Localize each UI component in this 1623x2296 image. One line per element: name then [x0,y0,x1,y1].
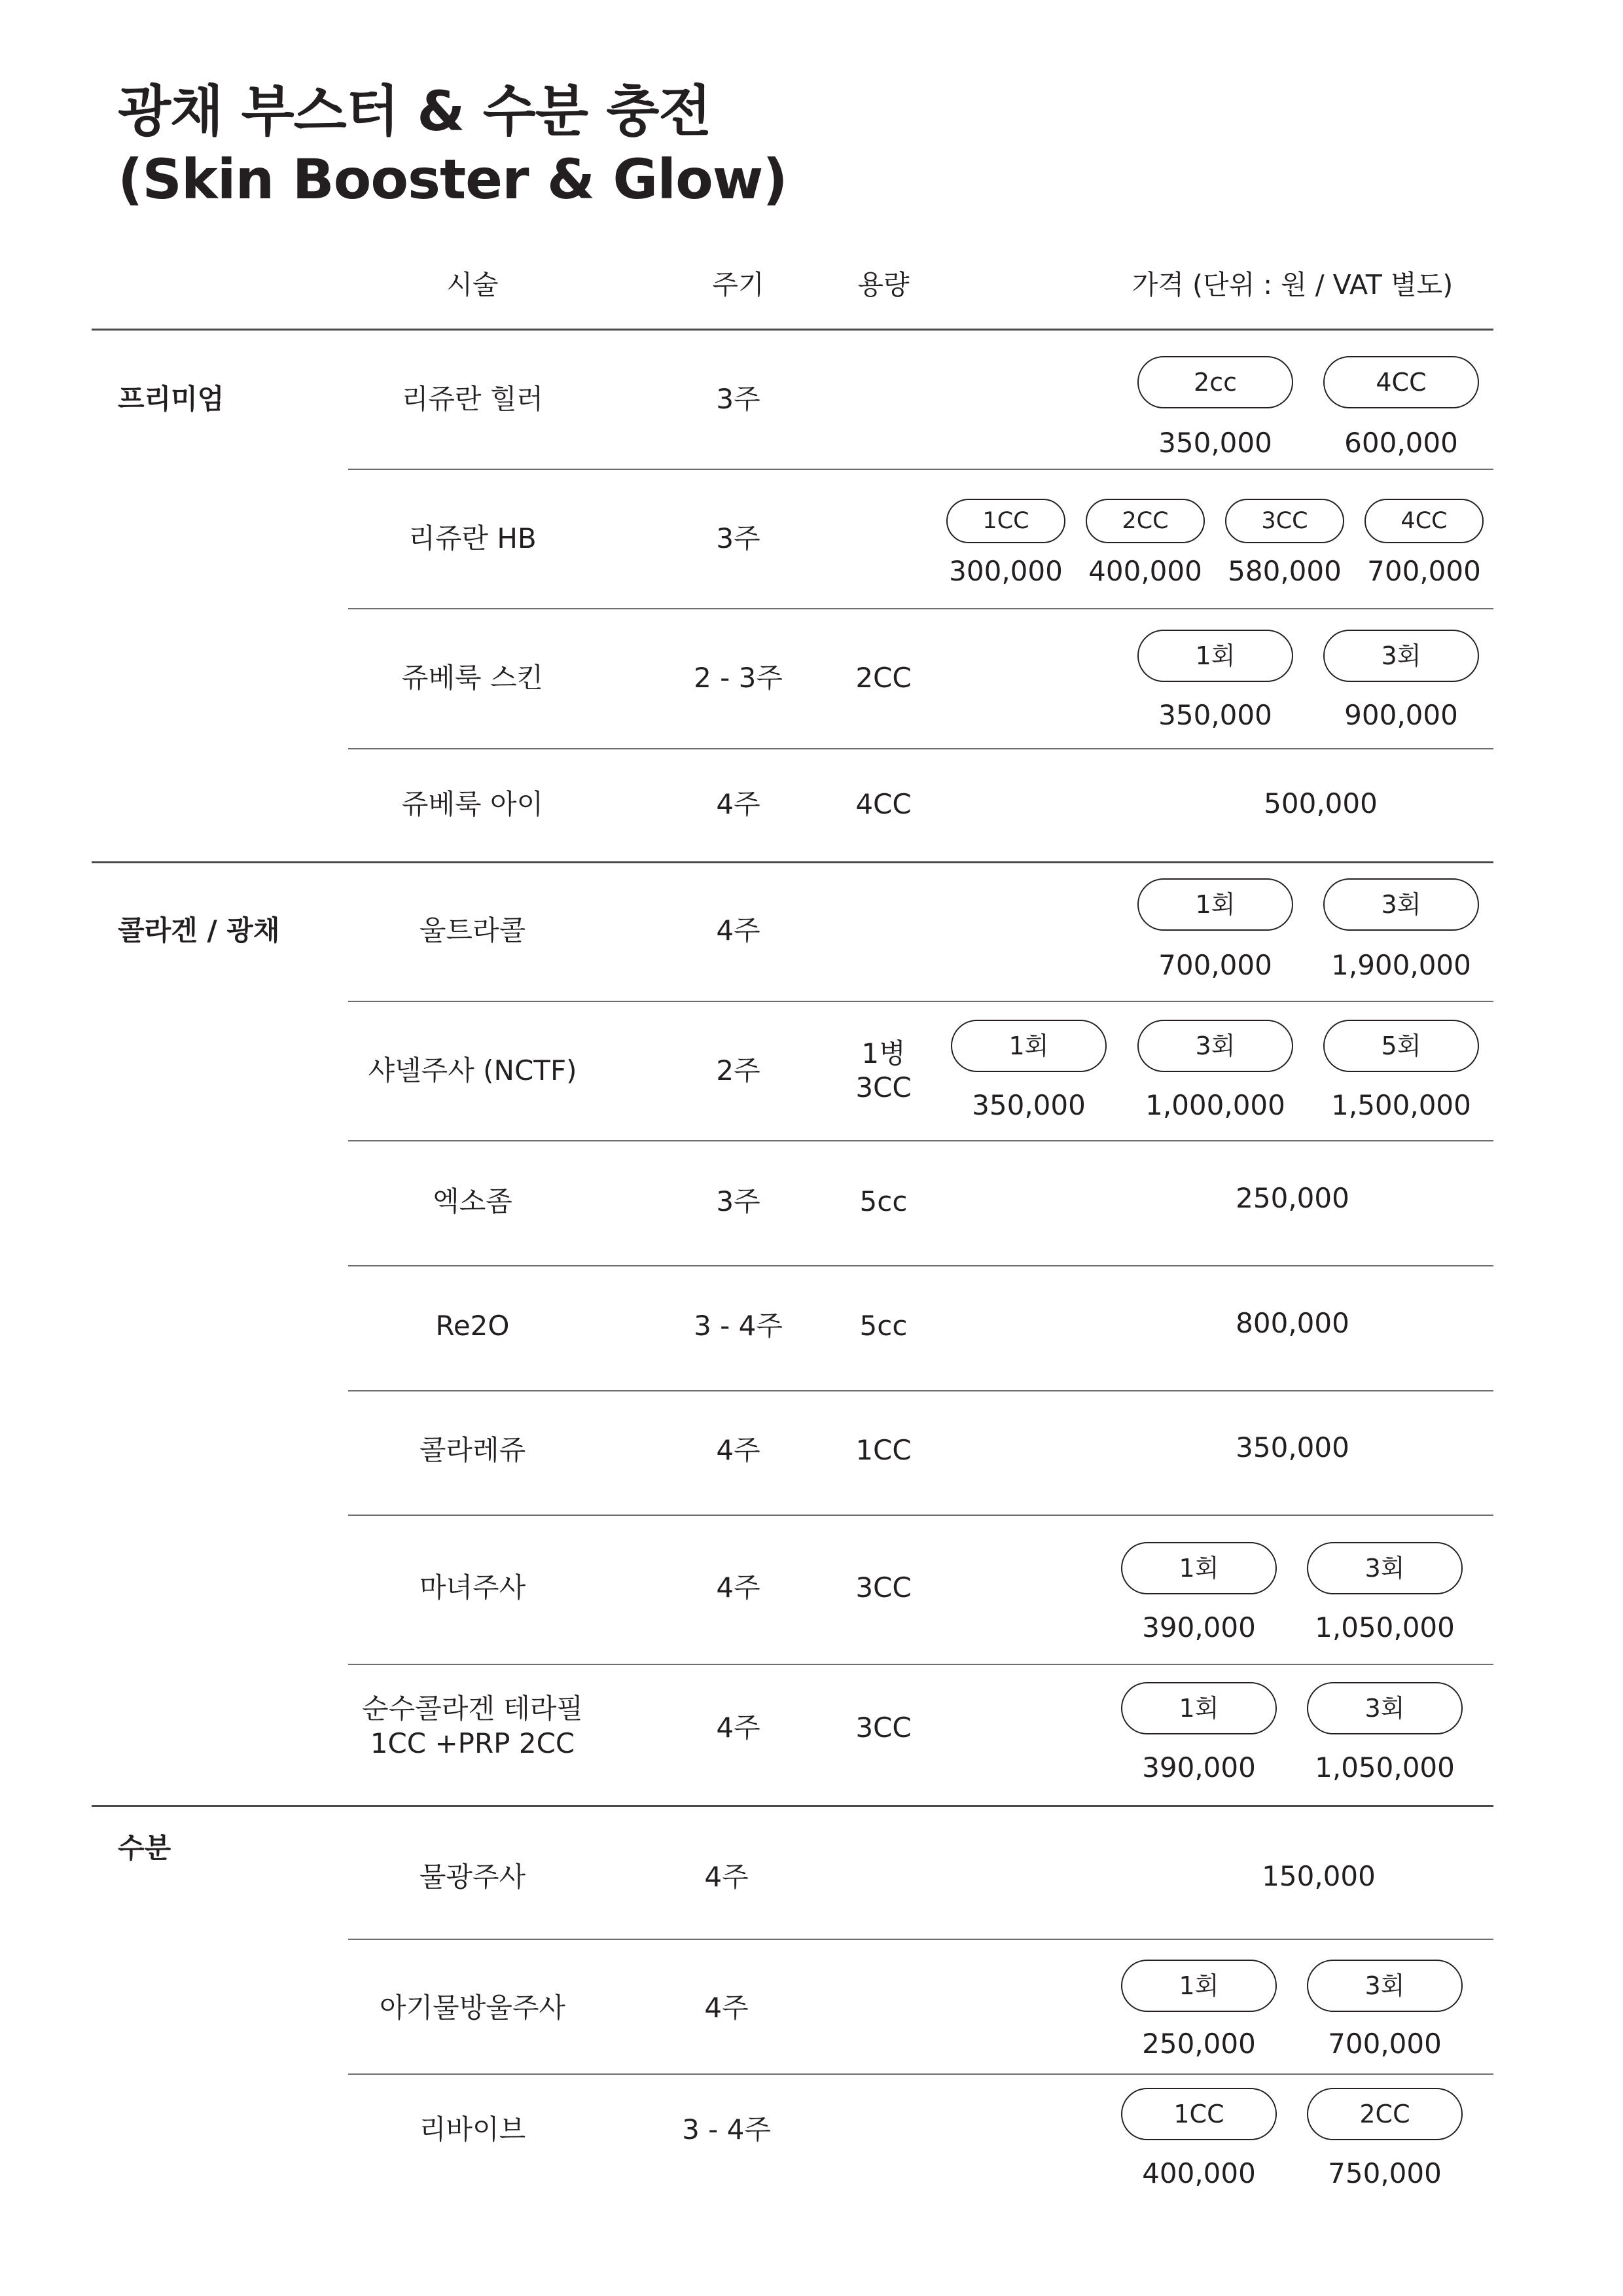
option-price: 700,000 [1158,949,1272,981]
option-price: 700,000 [1367,555,1481,587]
treatment-name: Re2O [435,1310,510,1342]
option-price: 390,000 [1142,1751,1256,1784]
row-divider [348,608,1493,609]
treatment-name: 울트라콜 [419,914,526,946]
treatment-cycle: 4주 [704,1861,749,1893]
option-price: 700,000 [1328,2028,1442,2060]
treatment-cycle: 4주 [716,788,760,820]
treatment-name: 마녀주사 [419,1571,526,1604]
option-pill: 3회 [1307,1542,1463,1594]
treatment-name: 콜라레쥬 [419,1434,526,1466]
category-premium: 프리미엄 [118,383,224,415]
option-price: 250,000 [1142,2028,1256,2060]
option-price: 350,000 [1158,699,1272,731]
category-hydration: 수분 [118,1832,171,1864]
single-price: 350,000 [1236,1431,1349,1463]
row-divider [348,2073,1493,2075]
option-pill: 1회 [1121,1960,1277,2012]
title-english: (Skin Booster & Glow) [118,147,787,212]
row-divider [348,469,1493,470]
option-pill: 3회 [1137,1020,1293,1072]
single-price: 500,000 [1264,787,1378,819]
option-price: 750,000 [1328,2157,1442,2189]
option-pill: 4CC [1323,356,1479,408]
option-pill: 1회 [1121,1682,1277,1734]
treatment-name: 리바이브 [419,2113,526,2145]
treatment-name: 아기물방울주사 [379,1992,566,2024]
option-pill: 3CC [1225,499,1344,543]
header-volume: 용량 [857,269,910,300]
row-divider [348,1939,1493,1940]
treatment-volume: 1병 [861,1037,906,1069]
row-divider [348,1140,1493,1141]
option-pill: 2CC [1086,499,1205,543]
treatment-volume: 1CC [855,1434,912,1466]
treatment-name: 순수콜라겐 테라필 [362,1693,583,1725]
treatment-cycle: 2주 [716,1054,760,1086]
treatment-name: 샤넬주사 (NCTF) [368,1054,577,1086]
option-pill: 1CC [946,499,1065,543]
option-price: 1,050,000 [1315,1611,1455,1643]
row-divider [348,1390,1493,1391]
single-price: 150,000 [1262,1860,1376,1892]
treatment-name-2: 1CC +PRP 2CC [370,1727,575,1759]
title-korean: 광채 부스터 & 수분 충전 [118,79,711,143]
option-pill: 1회 [1137,878,1293,931]
row-divider [348,748,1493,749]
treatment-cycle: 4주 [716,1434,760,1466]
option-price: 1,900,000 [1331,949,1471,981]
section-divider [92,861,1493,863]
treatment-cycle: 3 - 4주 [682,2113,771,2145]
single-price: 800,000 [1236,1307,1349,1339]
option-price: 1,000,000 [1145,1089,1285,1121]
treatment-volume: 4CC [855,788,912,820]
row-divider [348,1001,1493,1002]
option-price: 390,000 [1142,1611,1256,1643]
option-pill: 5회 [1323,1020,1479,1072]
option-price: 300,000 [949,555,1063,587]
header-price: 가격 (단위 : 원 / VAT 별도) [1132,269,1454,300]
treatment-volume: 2CC [855,662,912,694]
treatment-volume: 3CC [855,1712,912,1744]
option-pill: 3회 [1307,1960,1463,2012]
category-collagen: 콜라겐 / 광채 [118,914,280,946]
option-pill: 2cc [1137,356,1293,408]
treatment-name: 엑소좀 [433,1185,512,1217]
option-price: 900,000 [1344,699,1458,731]
option-pill: 2CC [1307,2088,1463,2140]
option-pill: 1회 [1137,630,1293,682]
option-price: 350,000 [1158,427,1272,459]
treatment-cycle: 3주 [716,1185,760,1217]
treatment-name: 물광주사 [419,1861,526,1893]
treatment-cycle: 2 - 3주 [694,662,783,694]
treatment-cycle: 3주 [716,522,760,554]
option-pill: 3회 [1307,1682,1463,1734]
option-price: 1,050,000 [1315,1751,1455,1784]
treatment-name: 쥬베룩 스킨 [401,662,544,694]
row-divider [348,1664,1493,1665]
treatment-name: 쥬베룩 아이 [401,788,544,820]
option-price: 400,000 [1088,555,1202,587]
treatment-volume: 5cc [859,1185,908,1217]
treatment-cycle: 3주 [716,383,760,415]
treatment-name: 리쥬란 힐러 [401,383,544,415]
row-divider [348,1515,1493,1516]
page-title [118,77,787,213]
option-price: 1,500,000 [1331,1089,1471,1121]
header-treatment: 시술 [446,269,499,300]
option-pill: 1회 [1121,1542,1277,1594]
treatment-volume: 5cc [859,1310,908,1342]
row-divider [348,1265,1493,1266]
treatment-cycle: 4주 [704,1992,749,2024]
treatment-cycle: 4주 [716,1571,760,1604]
section-divider [92,1805,1493,1807]
option-pill: 1회 [951,1020,1107,1072]
option-price: 350,000 [972,1089,1086,1121]
treatment-name: 리쥬란 HB [408,522,537,554]
option-price: 580,000 [1228,555,1342,587]
option-pill: 4CC [1364,499,1484,543]
option-price: 600,000 [1344,427,1458,459]
treatment-cycle: 4주 [716,1712,760,1744]
single-price: 250,000 [1236,1182,1349,1214]
option-price: 400,000 [1142,2157,1256,2189]
option-pill: 3회 [1323,878,1479,931]
option-pill: 1CC [1121,2088,1277,2140]
treatment-volume-2: 3CC [855,1071,912,1103]
treatment-cycle: 4주 [716,914,760,946]
option-pill: 3회 [1323,630,1479,682]
header-cycle: 주기 [712,269,764,300]
header-divider [92,329,1493,331]
treatment-cycle: 3 - 4주 [694,1310,783,1342]
treatment-volume: 3CC [855,1571,912,1604]
